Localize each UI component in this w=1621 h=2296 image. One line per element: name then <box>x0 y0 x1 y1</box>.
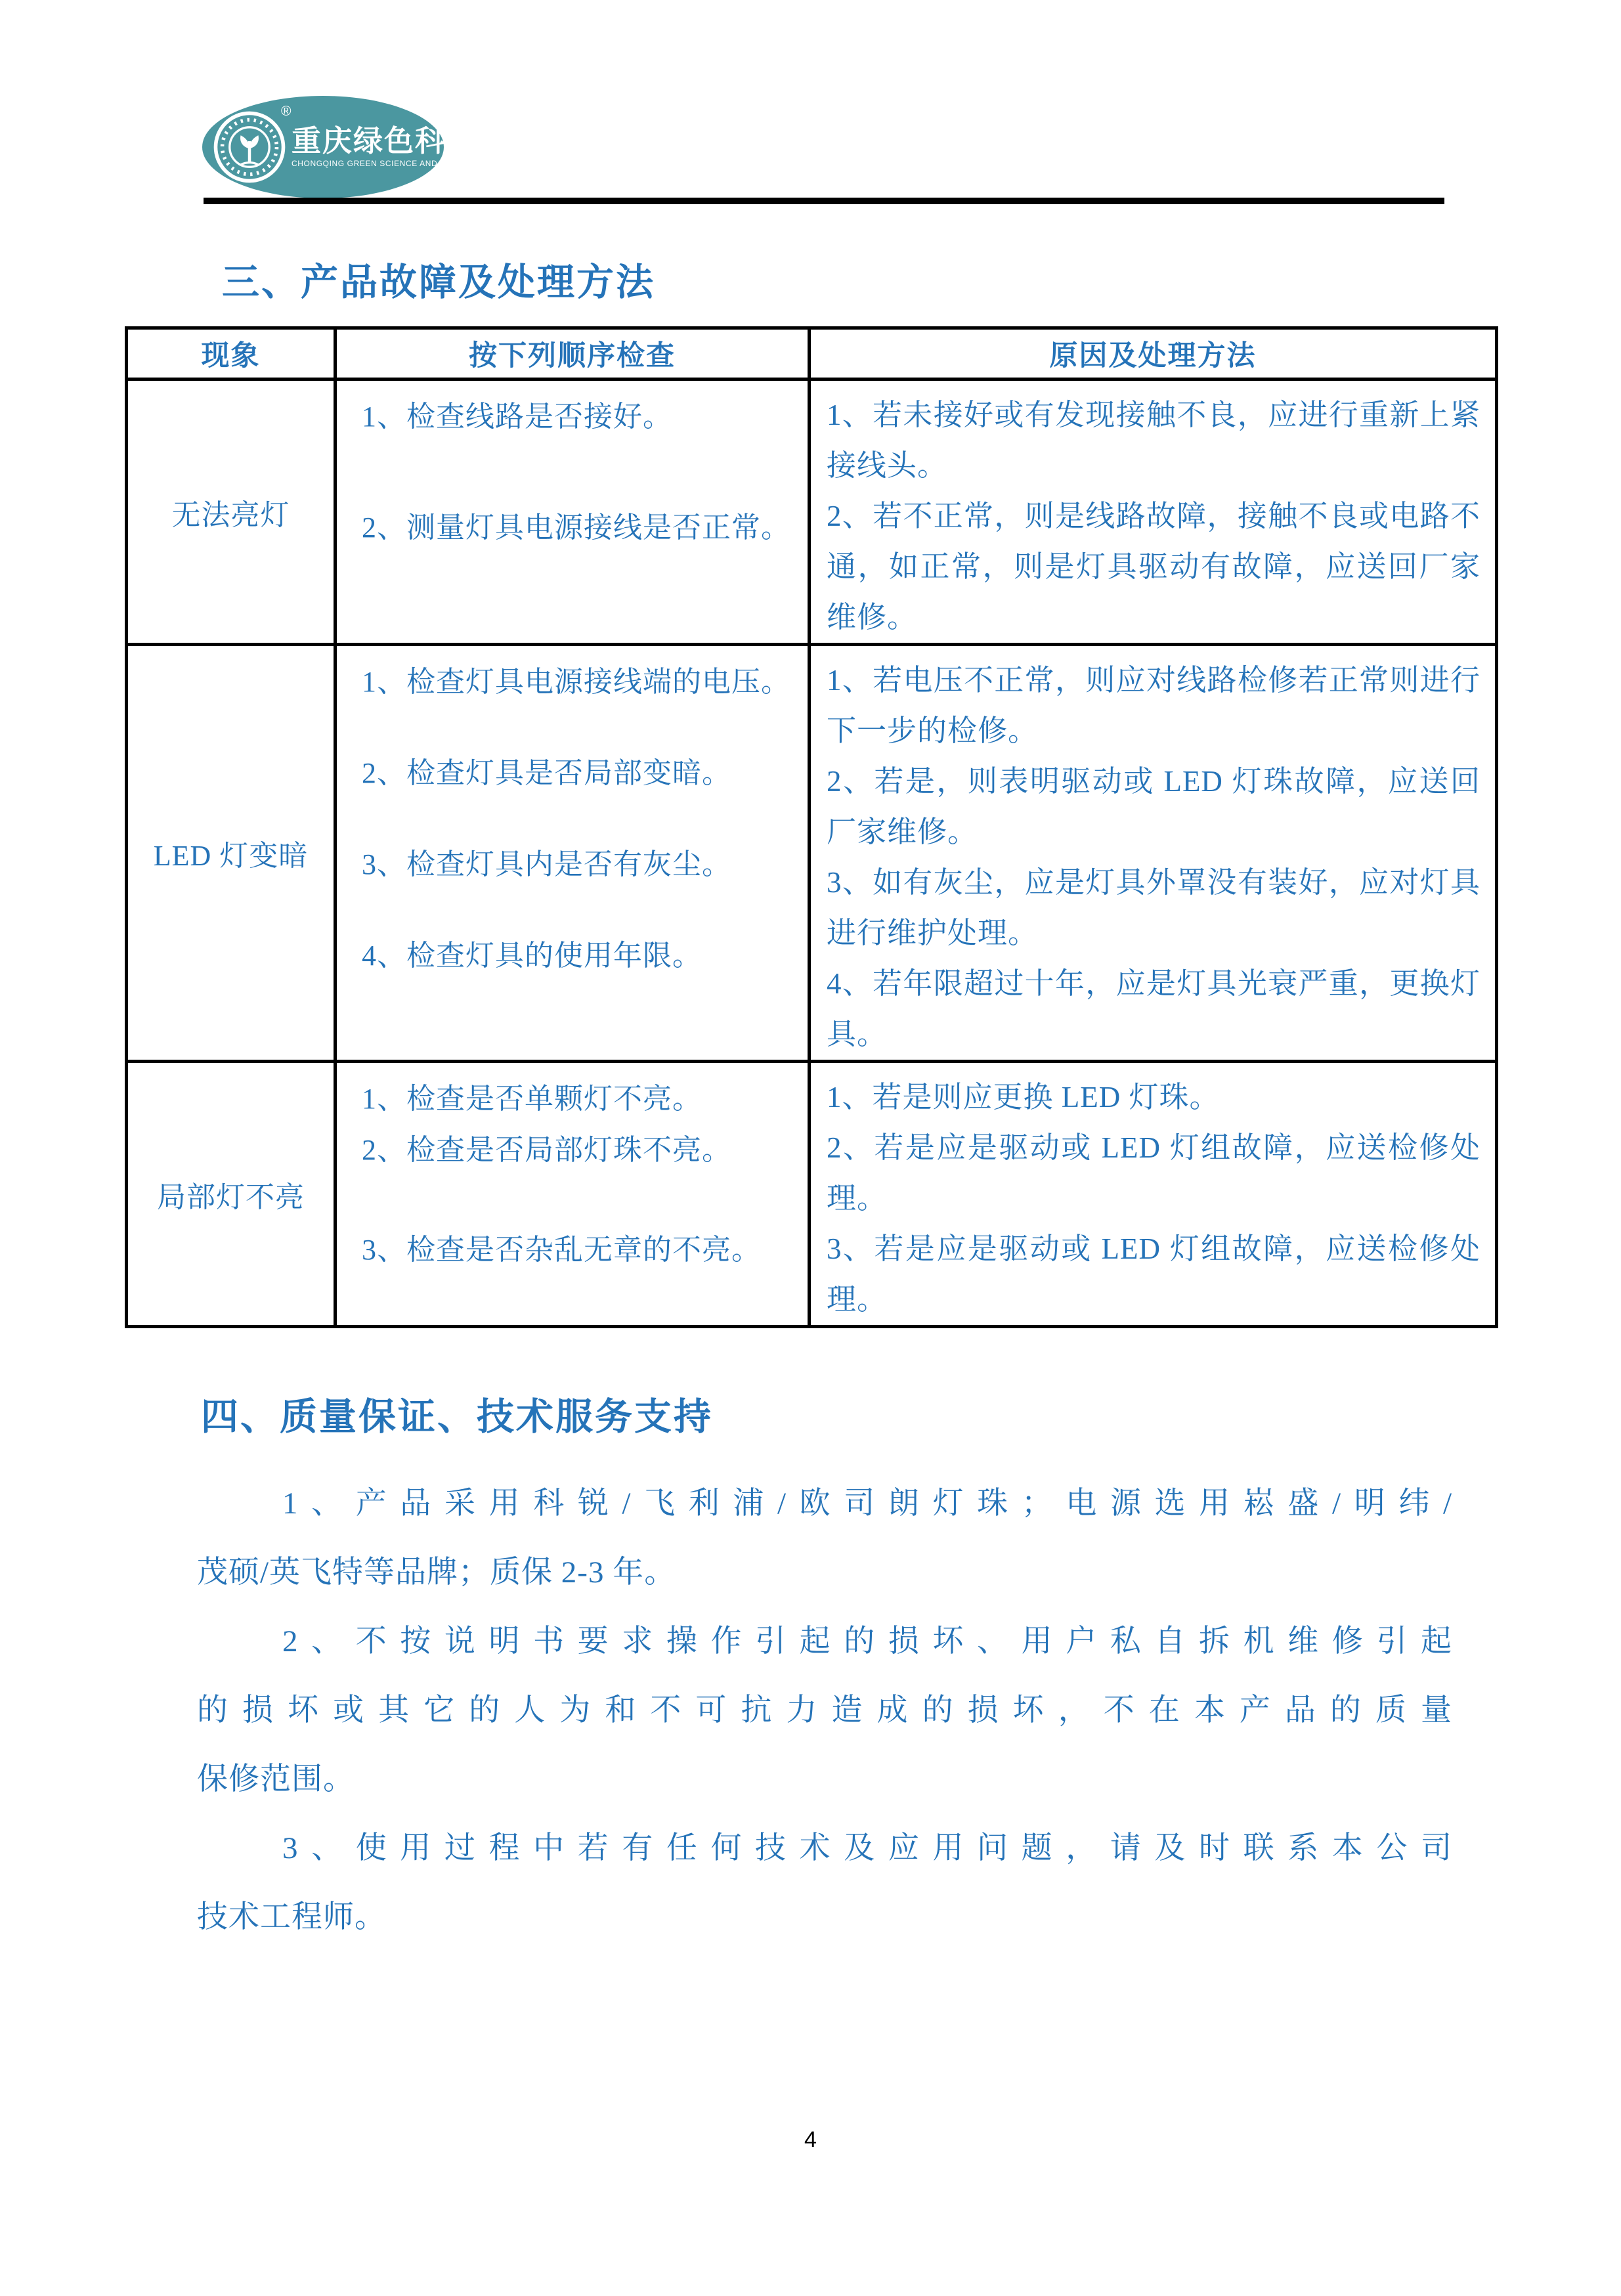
phenomenon-cell: 无法亮灯 <box>127 379 335 645</box>
paragraph-line: 3、使用过程中若有任何技术及应用问题，请及时联系本公司 <box>282 1831 1452 1865</box>
cause-item: 2、若是应是驱动或 LED 灯组故障，应送检修处理。 <box>827 1131 1481 1215</box>
registered-mark: ® <box>281 104 292 119</box>
check-item: 2、测量灯具电源接线是否正常。 <box>362 511 790 544</box>
logo-text <box>292 126 493 168</box>
checks-cell <box>335 645 810 1062</box>
check-item: 1、检查灯具电源接线端的电压。 <box>362 666 790 698</box>
check-item: 3、检查灯具内是否有灰尘。 <box>362 848 731 880</box>
cause-item: 2、若不正常，则是线路故障，接触不良或电路不通，如正常，则是灯具驱动有故障，应送回厂家维修。 <box>827 500 1481 634</box>
table-row-no-light <box>127 379 1497 645</box>
cause-item: 1、若未接好或有发现接触不良，应进行重新上紧接线头。 <box>827 399 1481 482</box>
col-header-checks: 按下列顺序检查 <box>335 328 810 379</box>
causes-cell <box>810 379 1497 645</box>
cause-item: 1、若电压不正常，则应对线路检修若正常则进行下一步的检修。 <box>827 664 1481 747</box>
checks-cell <box>335 379 810 645</box>
section4-body <box>197 1469 1452 1952</box>
phenomenon-cell: LED 灯变暗 <box>127 645 335 1062</box>
paragraph-line: 茂硕/英飞特等品牌；质保 2-3 年。 <box>197 1555 676 1590</box>
paragraph-line: 技术工程师。 <box>197 1900 386 1934</box>
cause-item: 4、若年限超过十年，应是灯具光衰严重，更换灯具。 <box>827 967 1481 1051</box>
company-logo <box>202 96 494 198</box>
logo-title-cn: 重庆绿色科技 <box>292 124 477 158</box>
paragraph-line: 的损坏或其它的人为和不可抗力造成的损坏，不在本产品的质量 <box>197 1693 1452 1727</box>
paragraph-line: 保修范围。 <box>197 1762 355 1796</box>
cause-item: 1、若是则应更换 LED 灯珠。 <box>827 1081 1220 1114</box>
logo-title-en: CHONGQING GREEN SCIENCE AND TECHNOLOG <box>292 159 494 169</box>
header-divider <box>204 198 1444 204</box>
causes-cell <box>810 1062 1497 1327</box>
paragraph-line: 2、不按说明书要求操作引起的损坏、用户私自拆机维修引起 <box>282 1624 1452 1658</box>
cause-item: 3、若是应是驱动或 LED 灯组故障，应送检修处理。 <box>827 1232 1481 1316</box>
paragraph-line: 1、产品采用科锐/飞利浦/欧司朗灯珠；电源选用崧盛/明纬/ <box>282 1486 1452 1521</box>
section4-title: 四、质量保证、技术服务支持 <box>201 1397 713 1438</box>
fault-table-container <box>125 326 1498 1328</box>
check-item: 2、检查灯具是否局部变暗。 <box>362 757 731 789</box>
check-item: 2、检查是否局部灯珠不亮。 <box>362 1134 731 1166</box>
page-number: 4 <box>804 2127 817 2152</box>
table-row-partial-off <box>127 1062 1497 1327</box>
check-item: 4、检查灯具的使用年限。 <box>362 940 702 972</box>
causes-cell <box>810 645 1497 1062</box>
section3-title: 三、产品故障及处理方法 <box>222 262 655 303</box>
phenomenon-cell: 局部灯不亮 <box>127 1062 335 1327</box>
table-row-led-dim <box>127 645 1497 1062</box>
check-item: 1、检查是否单颗灯不亮。 <box>362 1083 702 1115</box>
wreath-plant-emblem-icon <box>213 110 286 184</box>
cause-item: 3、如有灰尘，应是灯具外罩没有装好，应对灯具进行维护处理。 <box>827 866 1481 949</box>
col-header-causes: 原因及处理方法 <box>810 328 1497 379</box>
logo-inner <box>202 96 494 198</box>
check-item: 3、检查是否杂乱无章的不亮。 <box>362 1234 761 1266</box>
col-header-phenomenon: 现象 <box>127 328 335 379</box>
check-item: 1、检查线路是否接好。 <box>362 401 672 433</box>
table-header-row <box>127 328 1497 379</box>
fault-table <box>125 326 1498 1328</box>
checks-cell <box>335 1062 810 1327</box>
cause-item: 2、若是，则表明驱动或 LED 灯珠故障，应送回厂家维修。 <box>827 765 1481 848</box>
